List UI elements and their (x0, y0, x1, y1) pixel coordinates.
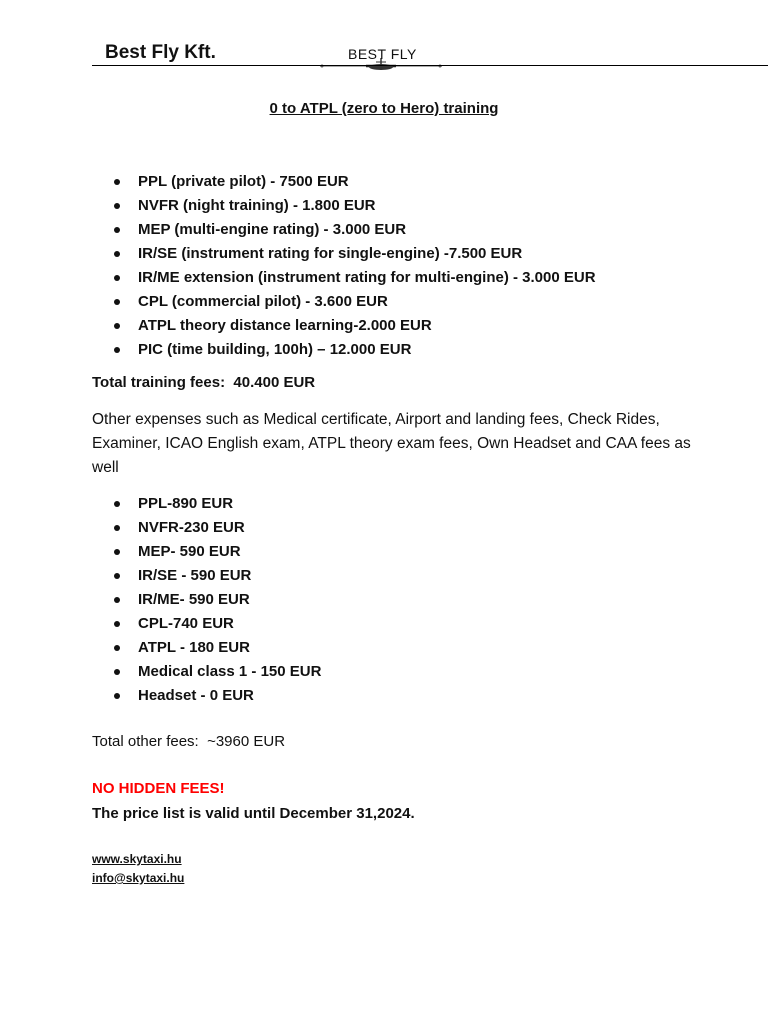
list-item (92, 218, 596, 242)
bullet-icon (114, 669, 120, 675)
bullet-icon (114, 299, 120, 305)
bullet-icon (114, 597, 120, 603)
list-item (92, 684, 321, 708)
email-link[interactable]: info@skytaxi.hu (92, 871, 185, 885)
list-item-text: PIC (time building, 100h) – 12.000 EUR (138, 341, 412, 358)
list-item-text: IR/SE - 590 EUR (138, 567, 252, 584)
bullet-icon (114, 347, 120, 353)
bullet-icon (114, 573, 120, 579)
other-expenses-description: Other expenses such as Medical certificate, Airport and landing fees, Check Rides, Examiner, ICAO English exam, ATPL theory exam fees, Own Headset and CAA fees as well (92, 411, 691, 476)
list-item-text: NVFR-230 EUR (138, 519, 245, 536)
list-item (92, 314, 596, 338)
bullet-icon (114, 275, 120, 281)
list-item (92, 242, 596, 266)
bestfly-logo (318, 46, 444, 72)
list-item-text: CPL-740 EUR (138, 615, 234, 632)
no-hidden-fees-notice: NO HIDDEN FEES! (92, 780, 225, 797)
training-fee-list (92, 170, 596, 362)
list-item (92, 492, 321, 516)
bullet-icon (114, 251, 120, 257)
bullet-icon (114, 549, 120, 555)
bullet-icon (114, 501, 120, 507)
list-item (92, 588, 321, 612)
list-item-text: MEP (multi-engine rating) - 3.000 EUR (138, 221, 407, 238)
total-other-fees: Total other fees: ~3960 EUR (92, 733, 286, 750)
list-item-text: CPL (commercial pilot) - 3.600 EUR (138, 293, 388, 310)
list-item (92, 660, 321, 684)
list-item-text: PPL-890 EUR (138, 495, 234, 512)
list-item-text: IR/ME- 590 EUR (138, 591, 250, 608)
list-item (92, 540, 321, 564)
validity-notice: The price list is valid until December 31,2024. (92, 805, 415, 822)
bullet-icon (114, 525, 120, 531)
bullet-icon (114, 645, 120, 651)
bullet-icon (114, 203, 120, 209)
list-item (92, 564, 321, 588)
list-item (92, 266, 596, 290)
list-item (92, 516, 321, 540)
list-item-text: IR/ME extension (instrument rating for multi-engine) - 3.000 EUR (138, 269, 596, 286)
page-title: 0 to ATPL (zero to Hero) training (269, 100, 499, 117)
list-item-text: ATPL theory distance learning-2.000 EUR (138, 317, 432, 334)
bullet-icon (114, 693, 120, 699)
header-divider (92, 65, 768, 66)
list-item (92, 636, 321, 660)
list-item (92, 170, 596, 194)
total-training-fees: Total training fees: 40.400 EUR (92, 374, 316, 391)
logo-text: BEST FLY (348, 46, 417, 62)
bullet-icon (114, 323, 120, 329)
list-item (92, 612, 321, 636)
list-item-text: NVFR (night training) - 1.800 EUR (138, 197, 376, 214)
list-item-text: Headset - 0 EUR (138, 687, 254, 704)
list-item-text: MEP- 590 EUR (138, 543, 241, 560)
bullet-icon (114, 179, 120, 185)
list-item-text: IR/SE (instrument rating for single-engine) -7.500 EUR (138, 245, 523, 262)
website-link[interactable]: www.skytaxi.hu (92, 852, 182, 866)
list-item-text: PPL (private pilot) - 7500 EUR (138, 173, 349, 190)
other-fee-list (92, 492, 321, 708)
list-item (92, 194, 596, 218)
bullet-icon (114, 227, 120, 233)
list-item-text: Medical class 1 - 150 EUR (138, 663, 322, 680)
company-name: Best Fly Kft. (105, 42, 216, 63)
list-item (92, 338, 596, 362)
list-item-text: ATPL - 180 EUR (138, 639, 250, 656)
list-item (92, 290, 596, 314)
bullet-icon (114, 621, 120, 627)
